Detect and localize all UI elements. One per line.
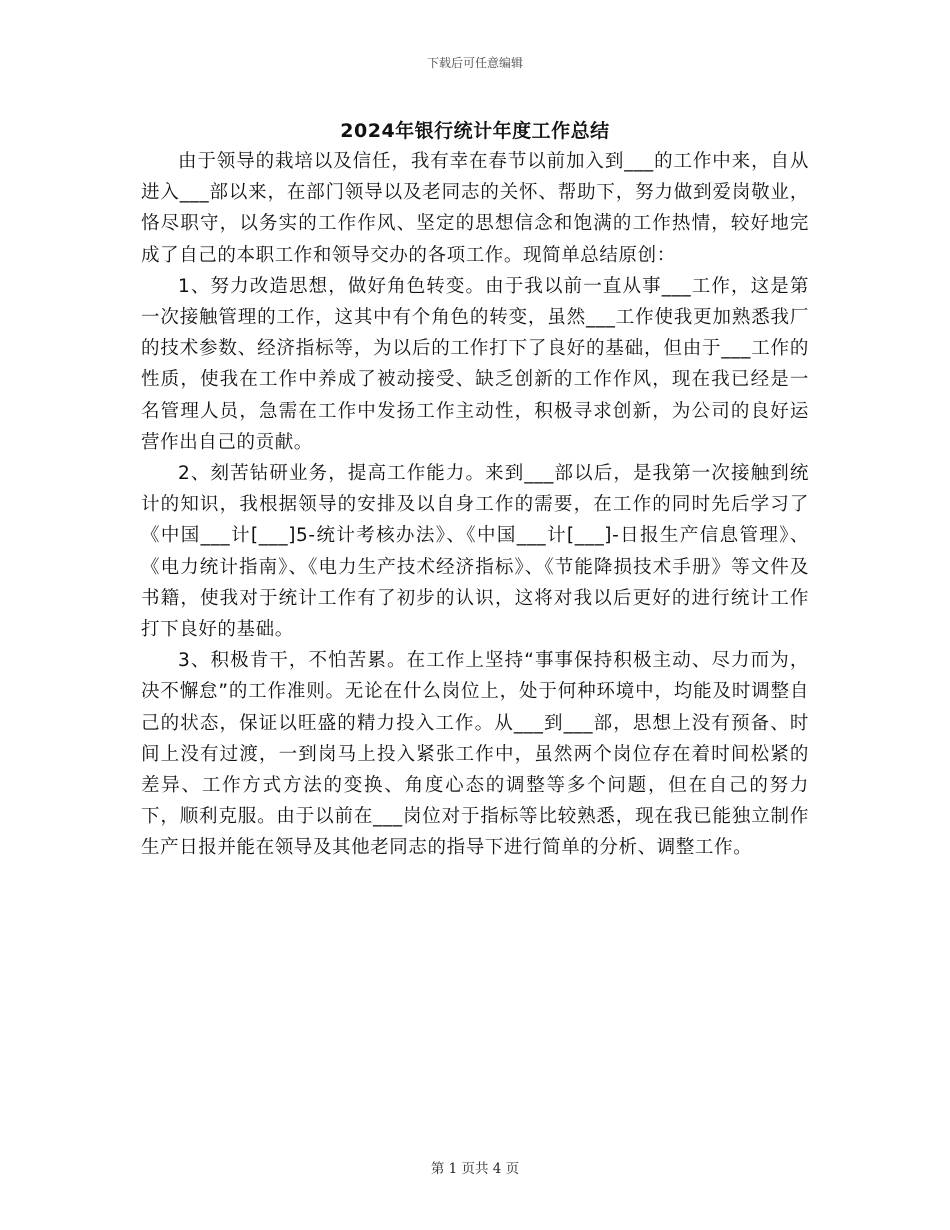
paragraph-2: 2、刻苦钻研业务，提高工作能力。来到___部以后，是我第一次接触到统计的知识，我根据领导的安排及以自身工作的需要，在工作的同时先后学习了《中国___计[___]5-统计考核办法》、《中国___计[___]-日报生产信息管理》、《电力统计指南》、《电力生产技术经济指标》、《节能降损技术手册》等文件及书籍，使我对于统计工作有了初步的认识，这将对我以后更好的进行统计工作打下良好的基础。 [141, 463, 809, 641]
document-body [141, 146, 809, 864]
header-note: 下载后可任意编辑 [426, 56, 523, 70]
paragraph-3: 3、积极肯干，不怕苦累。在工作上坚持“事事保持积极主动、尽力而为，决不懈怠”的工作准则。无论在什么岗位上，处于何种环境中，均能及时调整自己的状态，保证以旺盛的精力投入工作。从___到___部，思想上没有预备、时间上没有过渡，一到岗马上投入紧张工作中，虽然两个岗位存在着时间松紧的差异、工作方式方法的变换、角度心态的调整等多个问题，但在自己的努力下，顺利克服。由于以前在___岗位对于指标等比较熟悉，现在我已能独立制作生产日报并能在领导及其他老同志的指导下进行简单的分析、调整工作。 [141, 650, 809, 859]
paragraph-intro: 由于领导的栽培以及信任，我有幸在春节以前加入到___的工作中来，自从进入___部以来，在部门领导以及老同志的关怀、帮助下，努力做到爱岗敬业，恪尽职守，以务实的工作作风、坚定的思想信念和饱满的工作热情，较好地完成了自己的本职工作和领导交办的各项工作。现简单总结原创： [141, 151, 809, 266]
paragraph-1: 1、努力改造思想，做好角色转变。由于我以前一直从事___工作，这是第一次接触管理的工作，这其中有个角色的转变，虽然___工作使我更加熟悉我厂的技术参数、经济指标等，为以后的工作打下了良好的基础，但由于___工作的性质，使我在工作中养成了被动接受、缺乏创新的工作作风，现在我已经是一名管理人员，急需在工作中发扬工作主动性，积极寻求创新，为公司的良好运营作出自己的贡献。 [141, 275, 809, 453]
document-title: 2024年银行统计年度工作总结 [340, 120, 610, 142]
page-footer: 第 1 页共 4 页 [430, 1161, 520, 1177]
